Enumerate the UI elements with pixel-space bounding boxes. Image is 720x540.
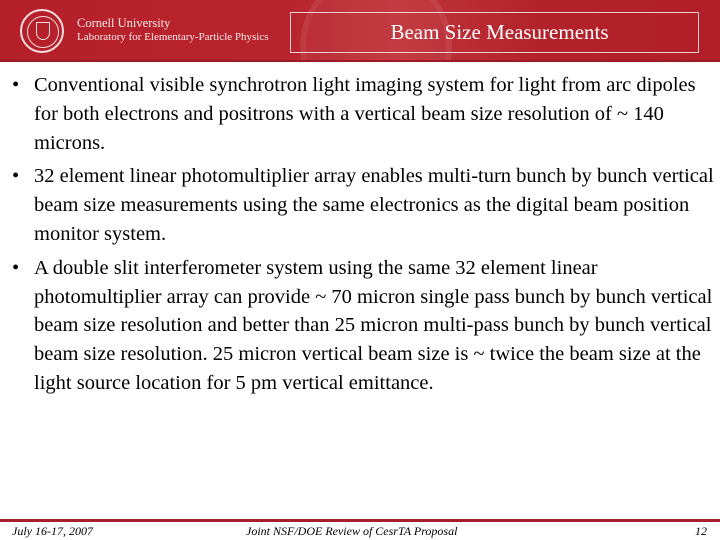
cornell-seal-logo xyxy=(20,9,64,53)
slide-title: Beam Size Measurements xyxy=(290,12,699,53)
bullet-marker: • xyxy=(12,256,20,279)
org-name: Cornell University xyxy=(77,16,171,30)
slide-header xyxy=(0,0,720,62)
footer-event: Joint NSF/DOE Review of CesrTA Proposal xyxy=(246,524,458,538)
bullet-text: A double slit interferometer system using the same 32 element linear photomultiplier array can provide ~ 70 micron single pass bunch by bunch vertical beam size resolution and better than 25 micron multi-pass bunch by bunch vertical beam size resolution. 25 micron vertical beam size is ~ twice the beam size at the light source location for 5 pm vertical emittance. xyxy=(34,256,713,394)
page-number: 12 xyxy=(695,524,707,538)
bullet-item xyxy=(12,162,716,248)
footer-divider xyxy=(0,519,720,522)
bullet-text: Conventional visible synchrotron light imaging system for light from arc dipoles for both electrons and positrons with a vertical beam size resolution of ~ 140 microns. xyxy=(34,74,696,154)
bullet-text: 32 element linear photomultiplier array enables multi-turn bunch by bunch vertical beam size measurements using the same electronics as the digital beam position monitor system. xyxy=(34,165,714,245)
bullet-marker: • xyxy=(12,165,20,188)
org-subtitle: Laboratory for Elementary-Particle Physics xyxy=(77,31,269,43)
bullet-item xyxy=(12,71,716,157)
header-divider xyxy=(0,60,720,62)
footer-date: July 16-17, 2007 xyxy=(12,524,93,538)
bullet-marker: • xyxy=(12,74,20,96)
bullet-item xyxy=(12,254,716,398)
bullet-list xyxy=(12,71,716,403)
